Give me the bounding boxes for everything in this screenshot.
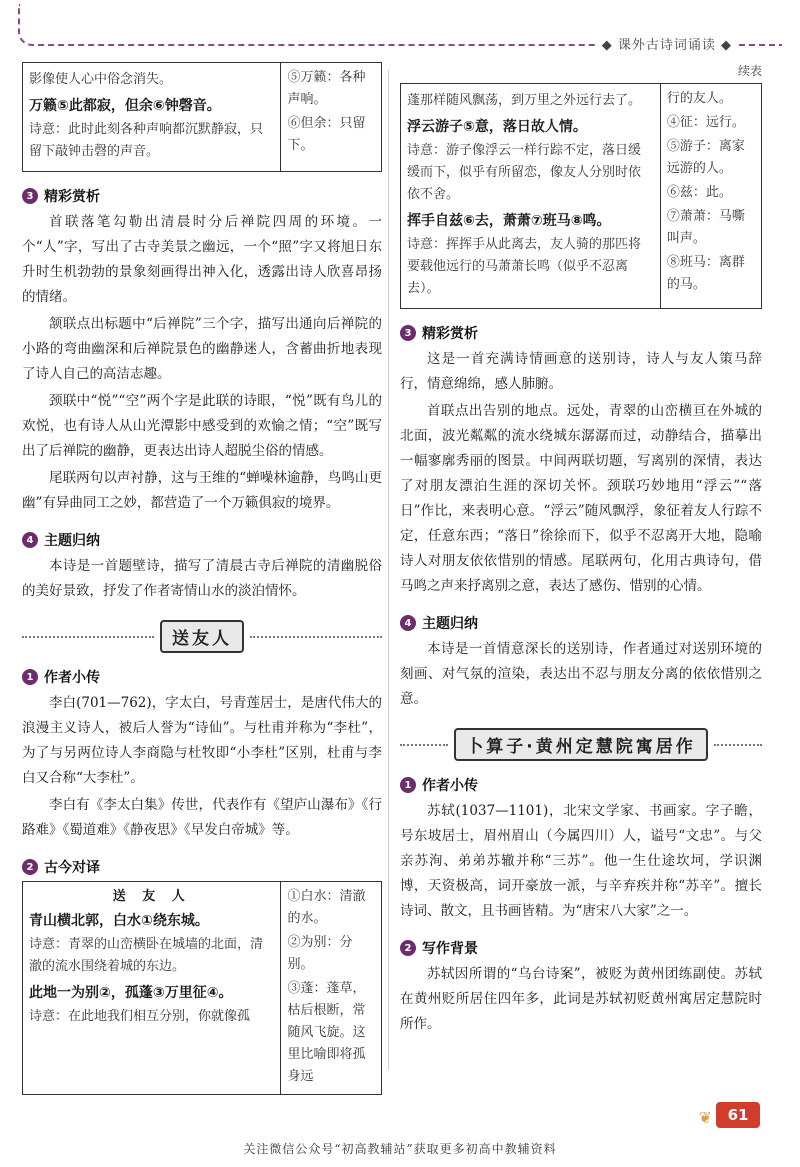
section-title: 主题归纳 [44, 533, 100, 549]
body-paragraph: 颔联点出标题中“后禅院”三个字，描写出通向后禅院的小路的弯曲幽深和后禅院景色的幽静迷人，含蓄曲折地表现了诗人自己的高洁志趣。 [22, 316, 382, 382]
table-poem-title: 送 友 人 [112, 889, 191, 904]
translation-line: 蓬那样随风飘荡，到万里之外远行去了。 [407, 93, 642, 108]
section-number-badge: 1 [22, 669, 38, 685]
poem-line: 万籁⑤此都寂，但余⑥钟磬音。 [29, 98, 221, 114]
footer-note: 关注微信公众号“初高教辅站”获取更多初高中教辅资料 [243, 1142, 557, 1156]
poem-title: 卜算子·黄州定慧院寓居作 [454, 728, 707, 761]
theme-body [22, 554, 382, 604]
annotation-note: ⑦萧萧：马嘶叫声。 [666, 209, 745, 246]
section-heading-appreciation [400, 323, 762, 343]
section-number-badge: 2 [400, 940, 416, 956]
poem-title: 送友人 [160, 620, 244, 653]
poem-title-banner [400, 728, 762, 761]
section-number-badge: 2 [22, 859, 38, 875]
section-title: 精彩赏析 [44, 189, 100, 205]
swirl-ornament-icon: ❦ [698, 1108, 712, 1127]
translation-line: 影像使人心中俗念消失。 [29, 72, 173, 87]
author-body [400, 799, 762, 924]
body-paragraph: 李白有《李太白集》传世，代表作有《望庐山瀑布》《行路难》《蜀道难》《静夜思》《早发白帝城》等。 [22, 797, 382, 838]
section-number-badge: 1 [400, 777, 416, 793]
annotation-table-1 [22, 62, 382, 172]
section-heading-author [22, 667, 382, 687]
body-paragraph: 颈联中“悦”“空”两个字是此联的诗眼，“悦”既有鸟儿的欢悦，也有诗人从山光潭影中感受到的欢愉之情；“空”既写出了后禅院的幽静，更表达出诗人超脱尘俗的情感。 [22, 393, 382, 459]
annotation-note: ⑤万籁：各种声响。 [287, 70, 366, 107]
translation-line: 诗意：游子像浮云一样行踪不定，落日缓缓而下，似乎有所留恋，像友人分别时依依不舍。 [407, 143, 642, 202]
section-title: 主题归纳 [422, 616, 478, 632]
notes-cell [660, 84, 761, 309]
annotation-table-3 [400, 83, 762, 309]
section-heading-theme [400, 613, 762, 633]
theme-body [400, 637, 762, 712]
poem-line: 浮云游子⑤意，落日故人情。 [407, 119, 587, 135]
translation-line: 诗意：此时此刻各种声响都沉默静寂，只留下敲钟击磬的声音。 [29, 122, 264, 159]
poem-line: 此地一为别②，孤蓬③万里征④。 [29, 985, 233, 1001]
poem-cell [401, 84, 661, 309]
dotted-rule [250, 636, 382, 638]
poem-cell [23, 63, 281, 172]
annotation-note: ④征：远行。 [666, 115, 745, 130]
body-paragraph: 首联落笔勾勒出清晨时分后禅院四周的环境。一个“人”字，写出了古寺美景之幽远，一个“照”字又将旭日东升时生机勃勃的景象刻画得出神入化，透露出诗人欣喜昂扬的情绪。 [22, 214, 382, 305]
annotation-table-2 [22, 881, 382, 1095]
author-body [22, 691, 382, 843]
appreciation-body [22, 210, 382, 516]
section-title: 作者小传 [422, 778, 478, 794]
translation-line: 诗意：挥挥手从此离去，友人骑的那匹将要载他远行的马萧萧长鸣（似乎不忍离去）。 [407, 237, 642, 296]
section-title: 精彩赏析 [422, 326, 478, 342]
body-paragraph: 这是一首充满诗情画意的送别诗，诗人与友人策马辞行，情意绵绵，感人肺腑。 [400, 351, 762, 392]
poem-title-banner [22, 620, 382, 653]
poem-line: 青山横北郭，白水①绕东城。 [29, 913, 209, 929]
section-heading-background [400, 938, 762, 958]
body-paragraph: 尾联两句以声衬静，这与王维的“蝉噪林逾静，鸟鸣山更幽”有异曲同工之妙，都营造了一个万籁俱寂的境界。 [22, 470, 382, 511]
section-heading-author [400, 775, 762, 795]
body-paragraph: 苏轼因所谓的“乌台诗案”，被贬为黄州团练副使。苏轼在黄州贬所居住四年多，此词是苏轼初贬黄州寓居定慧院时所作。 [400, 966, 762, 1032]
poem-cell [23, 882, 281, 1095]
page-number: 61 [716, 1102, 760, 1128]
annotation-note: ⑥兹：此。 [666, 185, 732, 200]
right-column [400, 62, 762, 1039]
table-continued-label: 续表 [737, 64, 762, 78]
body-paragraph: 本诗是一首情意深长的送别诗，作者通过对送别环境的刻画、对气氛的渲染，表达出不忍与朋友分离的依依惜别之意。 [400, 641, 762, 707]
section-number-badge: 3 [22, 188, 38, 204]
body-paragraph: 首联点出告别的地点。远处，青翠的山峦横亘在外城的北面，波光粼粼的流水绕城东潺潺而过，动静结合，描摹出一幅寥廓秀丽的图景。中间两联切题，写离别的深情，表达了对朋友漂泊生涯的深切关怀。颈联巧妙地用“浮云”“落日”作比，来表明心意。“浮云”随风飘浮，象征着友人行踪不定，任意东西；“落日”徐徐而下，似乎不忍离开大地，隐喻诗人对朋友依依惜别的情感。尾联两句，化用古典诗句，借马鸣之声来抒离别之意，表达了感伤、惜别的心情。 [400, 403, 762, 594]
section-heading-appreciation [22, 186, 382, 206]
annotation-note: ⑥但余：只留下。 [287, 116, 366, 153]
background-body [400, 962, 762, 1037]
section-heading-theme [22, 530, 382, 550]
notes-cell [281, 882, 382, 1095]
annotation-note: ①白水：清澈的水。 [287, 889, 366, 926]
section-number-badge: 4 [22, 532, 38, 548]
poem-line: 挥手自兹⑥去，萧萧⑦班马⑧鸣。 [407, 213, 611, 229]
dotted-rule [400, 744, 448, 746]
body-paragraph: 本诗是一首题壁诗，描写了清晨古寺后禅院的清幽脱俗的美好景致，抒发了作者寄情山水的淡泊情怀。 [22, 558, 382, 599]
translation-line: 诗意：在此地我们相互分别，你就像孤 [29, 1009, 251, 1024]
annotation-note: ②为别：分别。 [287, 935, 353, 972]
dotted-rule [22, 636, 154, 638]
notes-cell [281, 63, 382, 172]
running-header: ◆ 课外古诗词诵读 ◆ [596, 34, 738, 53]
section-heading-translation [22, 857, 382, 877]
column-divider [388, 70, 389, 1070]
section-title: 古今对译 [44, 860, 100, 876]
translation-line: 诗意：青翠的山峦横卧在城墙的北面，清澈的流水围绕着城的东边。 [29, 937, 264, 974]
body-paragraph: 苏轼(1037—1101)，北宋文学家、书画家。字子瞻，号东坡居士，眉州眉山（今属四川）人，谥号“文忠”。与父亲苏洵、弟弟苏辙并称“三苏”。他一生仕途坎坷，学识渊博，天资极高，词开豪放一派，与辛弃疾并称“苏辛”。擅长诗词、散文，且书画皆精。为“唐宋八大家”之一。 [400, 803, 762, 919]
left-column [22, 62, 382, 1095]
annotation-note: 行的友人。 [666, 91, 732, 106]
annotation-note: ③蓬：蓬草，枯后根断，常随风飞旋。这里比喻即将孤身远 [287, 981, 366, 1084]
section-number-badge: 4 [400, 615, 416, 631]
section-title: 作者小传 [44, 670, 100, 686]
dotted-rule [714, 744, 762, 746]
annotation-note: ⑧班马：离群的马。 [666, 255, 745, 292]
body-paragraph: 李白(701—762)，字太白，号青莲居士，是唐代伟大的浪漫主义诗人，被后人誉为“诗仙”。与杜甫并称为“李杜”，为了与另两位诗人李商隐与杜牧即“小李杜”区别，杜甫与李白又合称“大李杜”。 [22, 695, 382, 786]
section-number-badge: 3 [400, 325, 416, 341]
section-title: 写作背景 [422, 941, 478, 957]
appreciation-body [400, 347, 762, 599]
annotation-note: ⑤游子：离家远游的人。 [666, 139, 745, 176]
